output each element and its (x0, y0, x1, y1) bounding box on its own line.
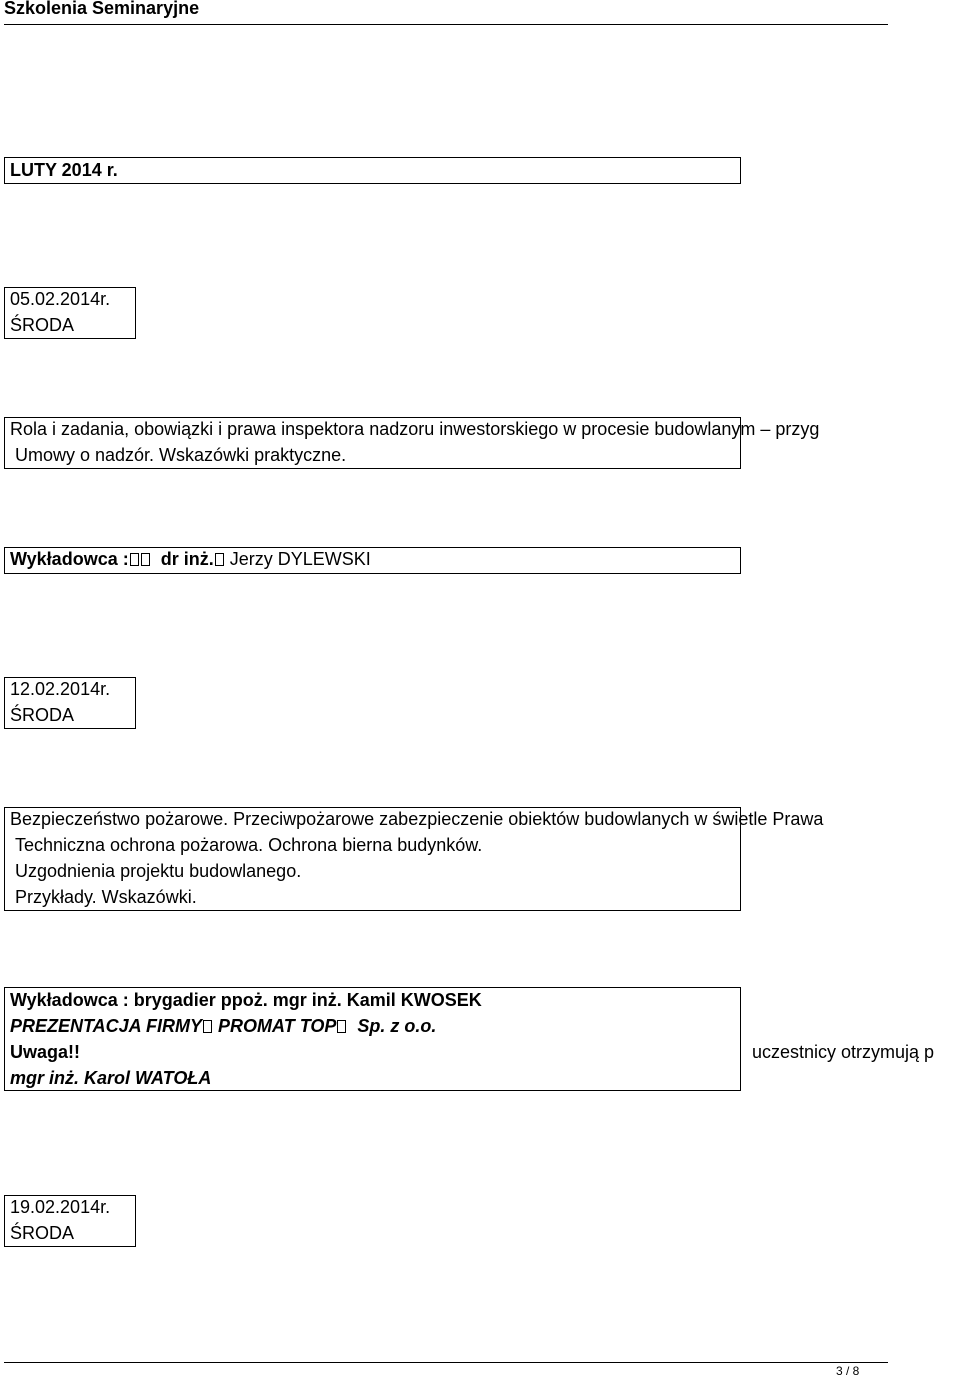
session1-lecturer (10, 546, 371, 572)
page-header-title: Szkolenia Seminaryjne (4, 0, 200, 18)
session1-day: ŚRODA (10, 315, 75, 335)
presentation-part-b: PROMAT TOP (218, 1016, 337, 1036)
session2-note-text: uczestnicy otrzymują p (752, 1042, 935, 1062)
session3-day: ŚRODA (10, 1223, 75, 1243)
session2-presenter: mgr inż. Karol WATOŁA (10, 1068, 212, 1088)
session2-lecturer-line: Wykładowca : brygadier ppoż. mgr inż. Kamil KWOSEK (10, 990, 482, 1010)
missing-glyph-icon (337, 1020, 346, 1033)
session2-topic-line4: Przykłady. Wskazówki. (15, 887, 197, 907)
session2-presentation-line (10, 1013, 436, 1039)
lecturer-label: Wykładowca : (10, 549, 129, 569)
missing-glyph-icon (215, 553, 224, 566)
presentation-part-a: PREZENTACJA FIRMY (10, 1016, 203, 1036)
missing-glyph-icon (203, 1020, 212, 1033)
session2-topic-line3: Uzgodnienia projektu budowlanego. (15, 861, 302, 881)
session2-topic-line1: Bezpieczeństwo pożarowe. Przeciwpożarowe zabezpieczenie obiektów budowlanych w świetle Prawa (10, 809, 824, 829)
page-number: 3 / 8 (836, 1364, 860, 1378)
presentation-part-c: Sp. z o.o. (357, 1016, 437, 1036)
session1-topic-line2: Umowy o nadzór. Wskazówki praktyczne. (15, 445, 347, 465)
session3-date: 19.02.2014r. (10, 1197, 111, 1217)
month-label: LUTY 2014 r. (10, 160, 118, 180)
session2-topic-line2: Techniczna ochrona pożarowa. Ochrona bierna budynków. (15, 835, 483, 855)
lecturer-title: dr inż. (160, 549, 214, 569)
lecturer-name: Jerzy DYLEWSKI (229, 549, 371, 569)
session2-date: 12.02.2014r. (10, 679, 111, 699)
session2-day: ŚRODA (10, 705, 75, 725)
footer-divider (4, 1362, 888, 1363)
header-divider (4, 24, 888, 25)
missing-glyph-icon (130, 553, 139, 566)
session1-date: 05.02.2014r. (10, 289, 111, 309)
session2-note-label: Uwaga!! (10, 1042, 81, 1062)
missing-glyph-icon (141, 553, 150, 566)
session1-topic-line1: Rola i zadania, obowiązki i prawa inspektora nadzoru inwestorskiego w procesie budowlanym – przyg (10, 419, 820, 439)
